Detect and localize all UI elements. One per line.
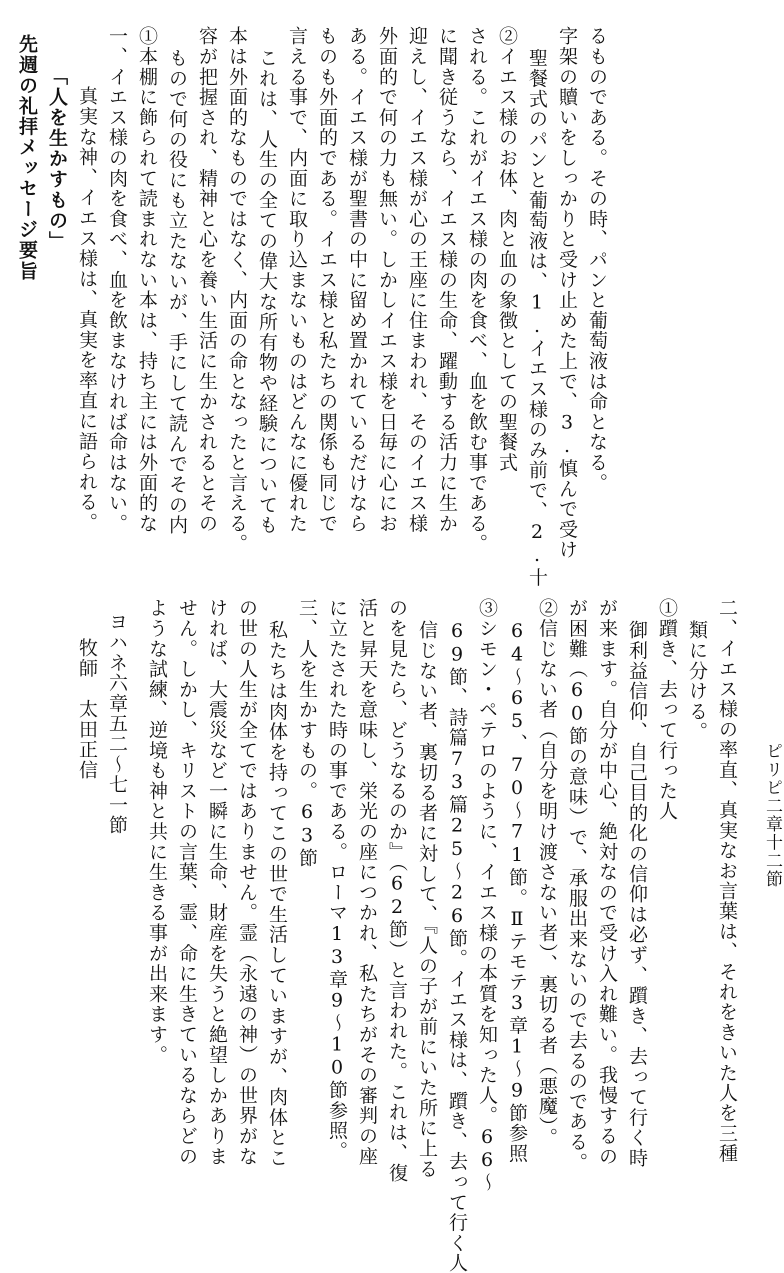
body-line: が困難（60節の意味）で、承服出来ないので去るのである。 [566,598,588,1173]
body-line: ある。イエス様が聖書の中に留め置かれているだけなら [346,26,368,534]
body-line: に聞き従うなら、イエス様の生命、躍動する活力に生か [436,26,458,534]
subheading-line: 三、人を生かすもの。63節 [296,598,318,868]
body-line: 69節、詩篇73篇25〜26節。イエス様は、躓き、去って行く人 [446,620,468,1273]
body-line: 信じない者、裏切る者に対して、『人の子が前にいた所に上る [416,620,438,1179]
body-line: ければ、大震災など一瞬に生命、財産を失うと絶望しかありま [206,598,228,1167]
body-line: 本は外面的なものではなく、内面の命となったと言える。 [226,26,248,554]
body-line: もので何の役にも立たないが、手にして読んでその内 [166,48,188,536]
subheading-line: ③シモン・ペテロのように、イエス様の本質を知った人。66〜 [476,598,498,1193]
body-line: これは、人生の全ての偉大な所有物や経験についても [256,48,278,536]
body-line: ものも外面的である。イエス様と私たちの関係も同じで [316,26,338,534]
body-line: の世の人生が全てではありません。霊（永遠の神）の世界がな [236,598,258,1167]
body-line: 聖餐式のパンと葡萄液は、1.イエス様のみ前で、2.十 [526,48,548,588]
body-line: のを見たら、どうなるのか』（62節）と言われた。これは、復 [386,598,408,1184]
body-line: 容が把握され、精神と心を養い生活に生かされるとその [196,26,218,534]
scripture-reference: ヨハネ六章五二〜七一節 [106,612,128,836]
scripture-reference: ピリピ二章十二節 [762,742,782,889]
subheading-line: ②イエス様のお体、肉と血の象徴としての聖餐式 [496,26,518,473]
body-line: ①本棚に飾られて読まれない本は、持ち主には外面的な [136,26,158,534]
message-title: 「人を生かすもの」 [46,66,68,252]
subheading-line: ①躓き、去って行った人 [656,598,678,822]
pastor-name: 牧師 太田正信 [76,638,98,781]
section-heading: 先週の礼拝メッセージ要旨 [16,34,38,282]
body-line: が来ます。自分が中心、絶対なので受け入れ難い。我慢するの [596,598,618,1167]
body-line: 二、イエス様の率直、真実なお言葉は、それをきいた人を三種 [716,598,738,1164]
body-line: ような試練、逆境も神と共に生きる事が出来ます。 [146,598,168,1065]
body-line: 御利益信仰、自己目的化の信仰は必ず、躓き、去って行く時 [626,620,648,1169]
body-line: 真実な神、イエス様は、真実を率直に語られる。 [76,86,98,533]
body-line: 類に分ける。 [686,620,708,742]
body-line: せん。しかし、キリストの言葉、霊、命に生きているならどの [176,598,198,1167]
body-line: 外面的で何の力も無い。しかしイエス様を日毎に心にお [376,26,398,534]
subheading-line: ②信じない者（自分を明け渡さない者）、裏切る者（悪魔）。 [536,598,558,1148]
body-line: 私たちは肉体を持ってこの世で生活していますが、肉体とこ [266,620,288,1169]
body-line: 一、イエス様の肉を食べ、血を飲まなければ命はない。 [106,26,128,534]
body-line: 字架の贖いをしっかりと受け止めた上で、3.慎んで受け [556,26,578,560]
body-line: るものである。その時、パンと葡萄液は命となる。 [586,26,608,493]
body-line: 迎えし、イエス様が心の王座に住まわれ、そのイエス様 [406,26,428,534]
body-line: 言える事で、内面に取り込まないものはどんなに優れた [286,26,308,534]
body-line: される。これがイエス様の肉を食べ、血を飲む事である。 [466,26,488,554]
body-line: 活と昇天を意味し、栄光の座につかれ、私たちがその審判の座 [356,598,378,1167]
body-line: に立たされた時の事である。ローマ13章9〜10節参照。 [326,598,348,1162]
body-line: 64〜65、70〜71節。Ⅱテモテ3章1〜9節参照 [506,620,528,1164]
